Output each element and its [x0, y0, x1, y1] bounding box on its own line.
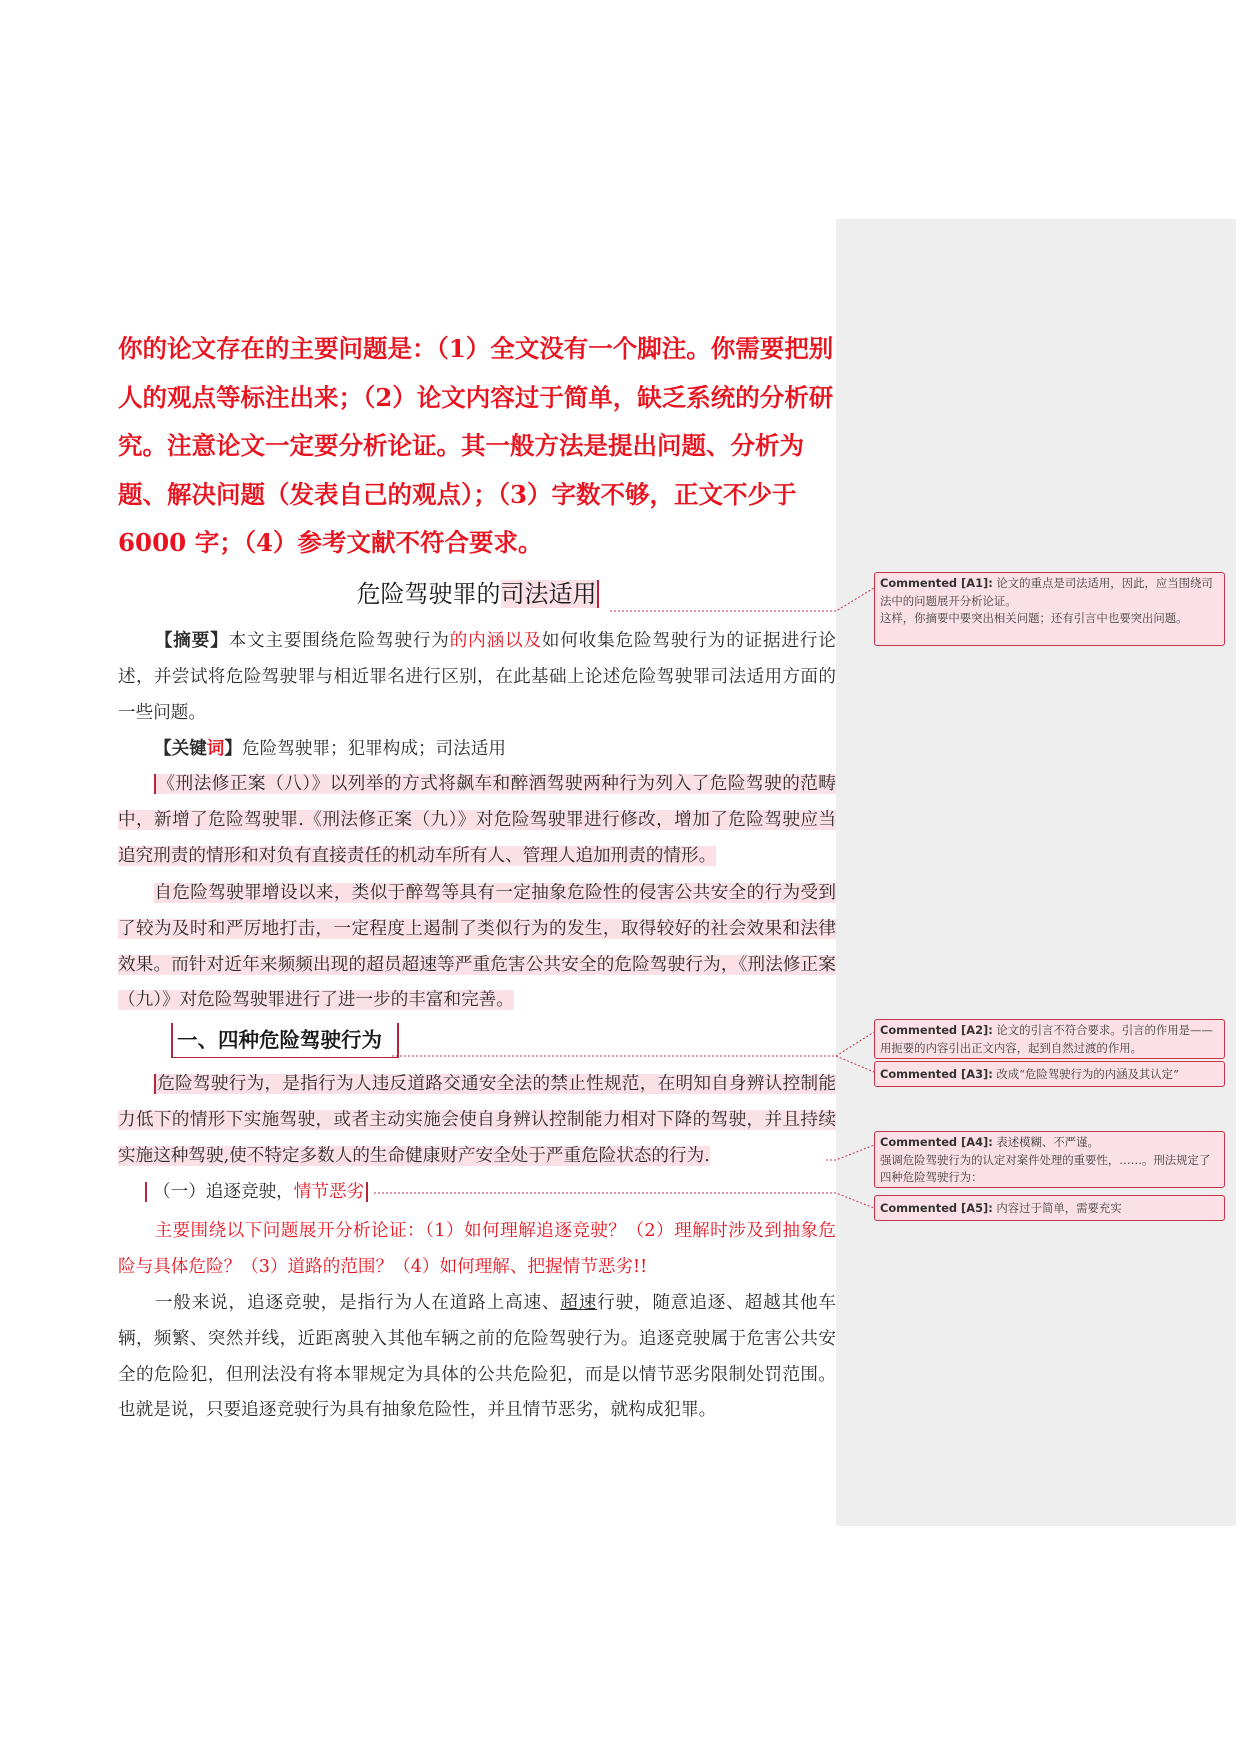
- subsection-label-red: 情节恶劣: [293, 1182, 365, 1202]
- comment-a1[interactable]: [874, 572, 1225, 646]
- paper-title: [0, 576, 955, 612]
- comment-a4-text: 表述模糊、不严谨。: [996, 1135, 1099, 1149]
- keywords-label-a: 【关键: [154, 738, 207, 759]
- comment-a3-text: 改成“危险驾驶行为的内涵及其认定”: [996, 1067, 1179, 1081]
- comment-a5[interactable]: [874, 1195, 1225, 1221]
- definition-paragraph-text: 危险驾驶行为，是指行为人违反道路交通安全法的禁止性规范，在明知自身辨认控制能力低下的情形下实施驾驶，或者主动实施会使自身辨认控制能力相对下降的驾驶，并且持续实施这种驾驶,使不特定多数人的生命健康财产安全处于严重危险状态的行为.: [118, 1074, 836, 1166]
- comment-a4-text-2: 强调危险驾驶行为的认定对案件处理的重要性，……。刑法规定了四种危险驾驶行为：: [880, 1152, 1211, 1184]
- comment-a2-label: Commented [A2]:: [880, 1023, 993, 1037]
- abstract-text-a: 本文主要围绕危险驾驶行为: [228, 631, 450, 651]
- comment-a5-label: Commented [A5]:: [880, 1201, 993, 1215]
- comment-a4[interactable]: [874, 1131, 1225, 1188]
- comment-a3[interactable]: [874, 1061, 1225, 1087]
- keywords: [118, 731, 836, 768]
- comment-a1-text-2: 这样，你摘要中要突出相关问题；还有引言中也要突出问题。: [880, 611, 1188, 625]
- comment-a3-label: Commented [A3]:: [880, 1067, 993, 1081]
- intro-paragraph-2[interactable]: [118, 876, 836, 1019]
- keywords-label-b: 】: [224, 738, 243, 759]
- instructor-feedback: 你的论文存在的主要问题是：（1）全文没有一个脚注。你需要把别人的观点等标注出来；（2）论文内容过于简单，缺乏系统的分析研究。注意论文一定要分析论证。其一般方法是提出问题、分析为题、解决问题（发表自己的观点）；（3）字数不够，正文不少于 6000 字；（4）参考文献不符合要求。: [118, 334, 834, 557]
- title-plain: 危险驾驶罪的: [356, 580, 501, 608]
- definition-paragraph[interactable]: [118, 1067, 836, 1174]
- section-heading-1[interactable]: 一、四种危险驾驶行为: [171, 1023, 399, 1058]
- intro-paragraph-2-text: 自危险驾驶罪增设以来，类似于醉驾等具有一定抽象危险性的侵害公共安全的行为受到了较为及时和严厉地打击，一定程度上遏制了类似行为的发生，取得较好的社会效果和法律效果。而针对近年来频频出现的超员超速等严重危害公共安全的危险驾驶行为，《刑法修正案（九）》对危险驾驶罪进行了进一步的丰富和完善。: [118, 883, 836, 1011]
- title-highlighted[interactable]: 司法适用: [500, 580, 597, 608]
- keywords-label-red: 词: [206, 738, 225, 759]
- body-text-underlined: 超速: [560, 1293, 598, 1313]
- comment-a2[interactable]: [874, 1019, 1225, 1059]
- abstract-text-b: 如何收集危险驾驶行为的证据进行论述，并尝试将危险驾驶罪与相近罪名进行区别，在此基础上论述危险驾驶罪司法适用方面的一些问题。: [118, 631, 836, 723]
- comment-a1-text: 论文的重点是司法适用，因此，应当围绕司法中的问题展开分析论证。: [880, 576, 1213, 608]
- intro-paragraph-1-text: 《刑法修正案（八）》以列举的方式将飙车和醉酒驾驶两种行为列入了危险驾驶的范畴中，新增了危险驾驶罪.《刑法修正案（九）》对危险驾驶罪进行修改，增加了危险驾驶应当追究刑责的情形和对负有直接责任的机动车所有人、管理人追加刑责的情形。: [118, 774, 836, 866]
- keywords-text: 危险驾驶罪；犯罪构成；司法适用: [242, 739, 506, 759]
- comment-a5-text: 内容过于简单，需要充实: [996, 1201, 1122, 1215]
- intro-paragraph-1[interactable]: [118, 767, 836, 874]
- comment-a2-text: 论文的引言不符合要求。引言的作用是——用扼要的内容引出正文内容，起到自然过渡的作用。: [880, 1023, 1213, 1055]
- comment-margin-pane: [836, 219, 1236, 1526]
- subsection-label: （一）追逐竞驶，: [153, 1182, 294, 1202]
- body-paragraph: [118, 1286, 836, 1429]
- abstract-text-red: 的内涵以及: [449, 631, 542, 651]
- abstract-label: 【摘要】: [154, 630, 229, 651]
- body-text-b: 行驶，随意追逐、超越其他车辆，频繁、突然并线，近距离驶入其他车辆之前的危险驾驶行为。追逐竞驶属于危害公共安全的危险犯，但刑法没有将本罪规定为具体的公共危险犯，而是以情节恶劣限制处罚范围。也就是说，只要追逐竞驶行为具有抽象危险性，并且情节恶劣，就构成犯罪。: [118, 1293, 836, 1421]
- abstract: [118, 623, 836, 731]
- body-text-a: 一般来说，追逐竞驶，是指行为人在道路上高速、: [154, 1293, 561, 1313]
- instructor-note: [118, 1214, 836, 1286]
- instructor-note-text: 主要围绕以下问题展开分析论证：（1）如何理解追逐竞驶？（2）理解时涉及到抽象危险与具体危险？（3）道路的范围？（4）如何理解、把握情节恶劣!!: [118, 1221, 836, 1277]
- comment-a4-label: Commented [A4]:: [880, 1135, 993, 1149]
- comment-a1-label: Commented [A1]:: [880, 576, 993, 590]
- subsection-heading-1[interactable]: [145, 1175, 745, 1209]
